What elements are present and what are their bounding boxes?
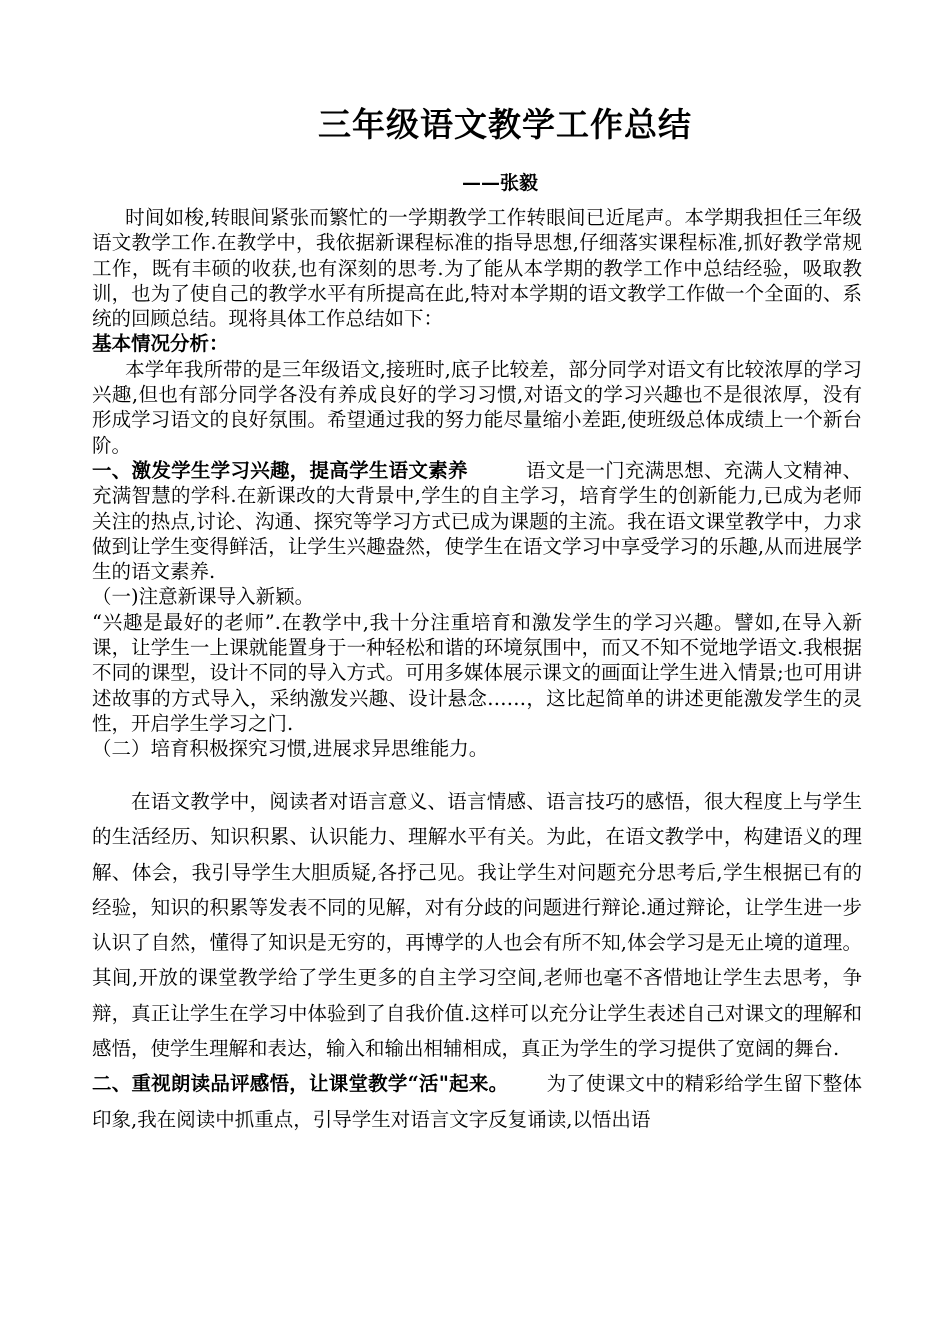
document-body-dense (92, 205, 862, 762)
subsection-2-heading: （二）培育积极探究习惯,进展求异思维能力。 (92, 737, 489, 761)
subsection-1-paragraph: “兴趣是最好的老师”.在教学中,我十分注重培育和激发学生的学习兴趣。譬如,在导入新课，让学生一上课就能置身于一种轻松和谐的环境氛围中，而又不知不觉地学语文.我根据不同的课型，设计不同的导入方式。可用多媒体展示课文的画面让学生进入情景;也可用讲述故事的方式导入，采纳激发兴趣、设计悬念……，这比起简单的讲述更能激发学生的灵性，开启学生学习之门. (92, 610, 862, 735)
intro-paragraph: 时间如梭,转眼间紧张而繁忙的一学期教学工作转眼间已近尾声。本学期我担任三年级语文教学工作.在教学中，我依据新课程标准的指导思想,仔细落实课程标准,抓好教学常规工作，既有丰硕的收获,也有深刻的思考.为了能从本学期的教学工作中总结经验，吸取教训，也为了使自己的教学水平有所提高在此,特对本学期的语文教学工作做一个全面的、系统的回顾总结。现将具体工作总结如下： (92, 206, 862, 331)
basic-situation-paragraph: 本学年我所带的是三年级语文,接班时,底子比较差，部分同学对语文有比较浓厚的学习兴趣,但也有部分同学各没有养成良好的学习习惯,对语文的学习兴趣也不是很浓厚，没有形成学习语文的良好氛围。希望通过我的努力能尽量缩小差距,使班级总体成绩上一个新台阶。 (92, 357, 862, 457)
section-1-paragraph (92, 458, 862, 584)
section-1-text: 语文是一门充满思想、充满人文精神、充满智慧的学科.在新课改的大背景中,学生的自主学习，培育学生的创新能力,已成为老师关注的热点,讨论、沟通、探究等学习方式已成为课题的主流。我在语文课堂教学中，力求做到让学生变得鲜活，让学生兴趣盎然，使学生在语文学习中享受学习的乐趣,从而进展学生的语文素养. (92, 458, 862, 584)
basic-situation-heading: 基本情况分析： (92, 332, 229, 356)
section-2-text: 为了使课文中的精彩给学生留下整体印象,我在阅读中抓重点，引导学生对语言文字反复诵读,以悟出语 (92, 1072, 862, 1131)
author-line: ——张毅 (461, 172, 538, 194)
section-2-heading: 二、重视朗读品评感悟，让课堂教学“活"起来。 (92, 1072, 509, 1096)
document-title: 三年级语文教学工作总结 (318, 105, 692, 144)
document-body-loose (92, 784, 862, 1137)
subsection-1-heading: （一)注意新课导入新颖。 (92, 585, 315, 609)
subsection-2-paragraph: 在语文教学中，阅读者对语言意义、语言情感、语言技巧的感悟，很大程度上与学生的生活经历、知识积累、认识能力、理解水平有关。为此，在语文教学中，构建语义的理解、体会，我引导学生大胆质疑,各抒己见。我让学生对问题充分思考后,学生根据已有的经验，知识的积累等发表不同的见解，对有分歧的问题进行辩论.通过辩论，让学生进一步认识了自然，懂得了知识是无穷的，再博学的人也会有所不知,体会学习是无止境的道理。其间,开放的课堂教学给了学生更多的自主学习空间,老师也毫不吝惜地让学生去思考，争辩，真正让学生在学习中体验到了自我价值.这样可以充分让学生表述自己对课文的理解和感悟，使学生理解和表达，输入和输出相辅相成，真正为学生的学习提供了宽阔的舞台. (92, 790, 862, 1061)
section-1-heading: 一、激发学生学习兴趣，提高学生语文素养 (92, 458, 468, 482)
section-2-paragraph (92, 1066, 862, 1137)
